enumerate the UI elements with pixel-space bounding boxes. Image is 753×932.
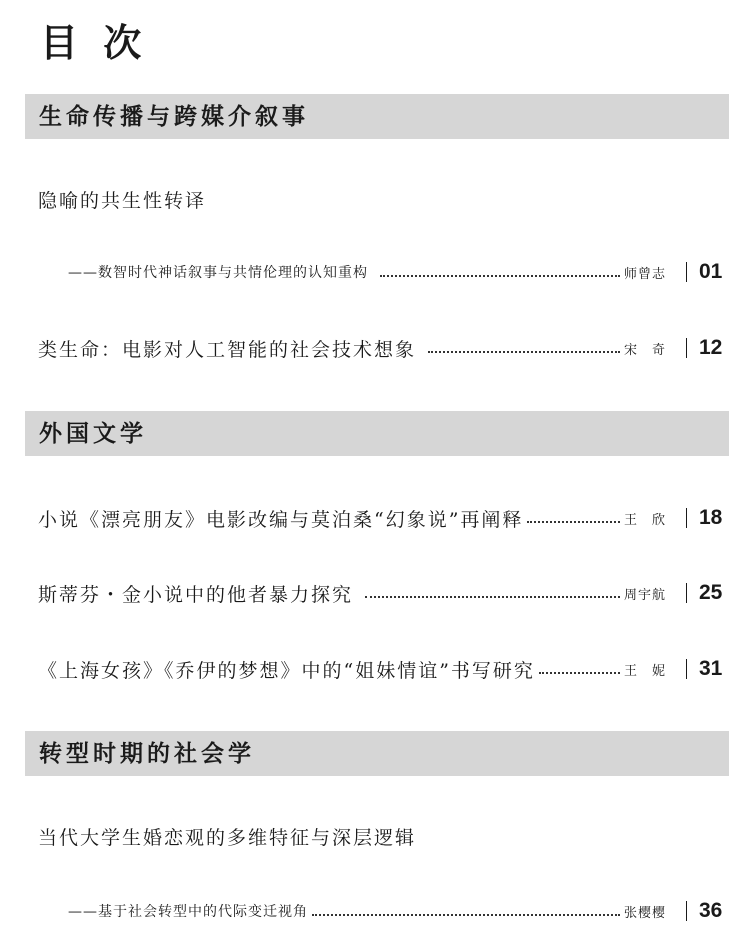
page-separator [686,338,687,358]
entry-title: 类生命：电影对人工智能的社会技术想象 [38,338,417,361]
entry-author: 周宇航 [624,587,667,603]
section-heading: 转型时期的社会学 [39,740,255,767]
entry-author: 宋 奇 [624,342,667,358]
leader-dots [380,275,620,277]
section-header-sociology [25,731,729,776]
page-separator [686,659,687,679]
toc-entry-title[interactable] [38,184,729,214]
toc-entry-title[interactable] [38,821,729,851]
page-separator [686,508,687,528]
leader-dots [527,521,620,523]
entry-subtitle: ——基于社会转型中的代际变迁视角 [68,904,308,920]
leader-dots [312,914,620,916]
entry-author: 王 妮 [624,663,667,679]
toc-entry[interactable] [68,896,729,926]
entry-page-number: 25 [699,581,723,604]
section-heading: 生命传播与跨媒介叙事 [39,103,309,130]
entry-page-number: 01 [699,260,723,283]
toc-title: 目 次 [40,20,148,65]
toc-entry[interactable] [38,503,729,533]
entry-title: 小说《漂亮朋友》电影改编与莫泊桑“幻象说”再阐释 [38,508,524,531]
section-header-life-communication [25,94,729,139]
page-separator [686,901,687,921]
toc-entry[interactable] [68,257,729,287]
entry-page-number: 36 [699,899,723,922]
section-heading: 外国文学 [39,420,147,447]
toc-entry[interactable] [38,578,729,608]
entry-author: 师曾志 [624,266,667,282]
entry-page-number: 18 [699,506,723,529]
entry-author: 张樱樱 [624,905,667,921]
leader-dots [428,351,620,353]
page-separator [686,262,687,282]
entry-subtitle: ——数智时代神话叙事与共情伦理的认知重构 [68,265,368,281]
page-separator [686,583,687,603]
section-header-foreign-literature [25,411,729,456]
entry-title: 斯蒂芬・金小说中的他者暴力探究 [38,583,354,606]
toc-entry[interactable] [38,654,729,684]
entry-title: 隐喻的共生性转译 [38,189,207,212]
entry-title: 《上海女孩》《乔伊的梦想》中的“姐妹情谊”书写研究 [38,659,535,682]
entry-author: 王 欣 [624,512,667,528]
entry-page-number: 12 [699,336,723,359]
toc-entry[interactable] [38,333,729,363]
entry-title: 当代大学生婚恋观的多维特征与深层逻辑 [38,826,417,849]
leader-dots [365,596,620,598]
leader-dots [539,672,620,674]
entry-page-number: 31 [699,657,723,680]
